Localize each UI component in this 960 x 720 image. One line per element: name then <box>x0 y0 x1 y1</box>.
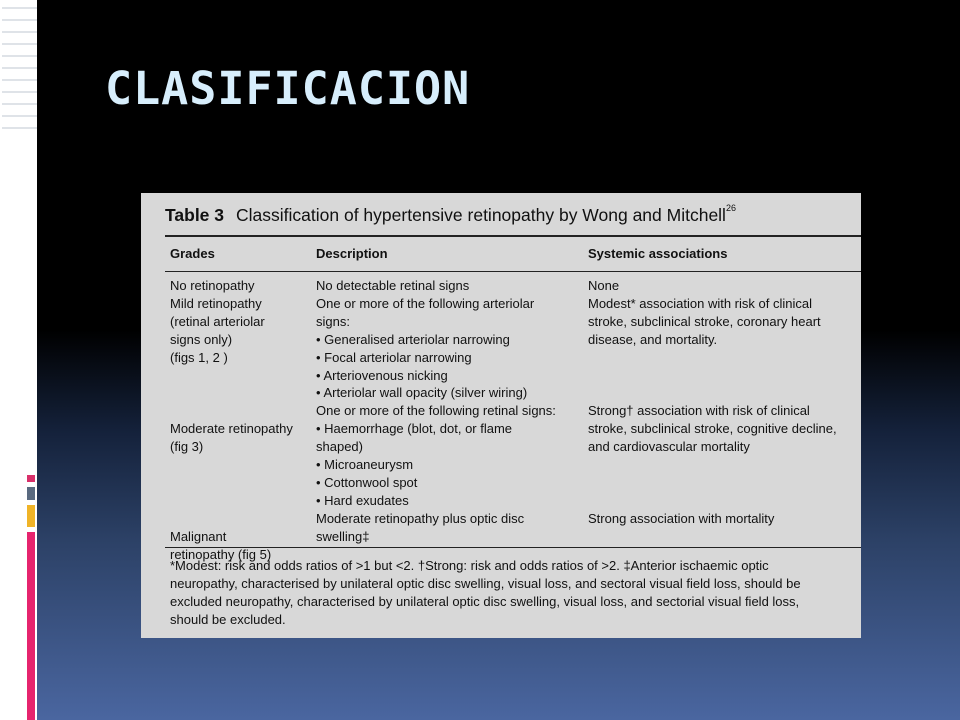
corner-decoration-icon <box>2 0 37 135</box>
table-caption <box>165 205 736 226</box>
table-bottom-rule <box>165 547 861 548</box>
description-line: • Microaneurysm <box>316 457 414 473</box>
association-line: Strong† association with risk of clinical <box>588 403 810 419</box>
grade-line <box>170 384 293 402</box>
grade-line <box>170 510 293 528</box>
association-line: stroke, subclinical stroke, cognitive decline, <box>588 421 837 437</box>
header-systemic-associations: Systemic associations <box>588 246 728 261</box>
footnote-line: should be excluded. <box>170 611 286 627</box>
header-grades: Grades <box>170 246 215 261</box>
grade-line <box>170 474 293 492</box>
table-footnote <box>170 557 860 629</box>
column-grades <box>170 277 293 564</box>
grade-line: Moderate retinopathy <box>170 421 293 437</box>
grade-line: No retinopathy <box>170 278 255 293</box>
grade-line <box>170 367 293 385</box>
association-line: stroke, subclinical stroke, coronary heart <box>588 313 821 329</box>
table-label: Table 3 <box>165 205 225 225</box>
association-line <box>588 474 837 492</box>
slide-title: CLASIFICACION <box>105 62 471 115</box>
grade-line: (figs 1, 2 ) <box>170 349 228 365</box>
association-line <box>588 367 837 385</box>
accent-bar-gray <box>27 487 35 500</box>
accent-bar-yellow <box>27 505 35 527</box>
description-line: • Haemorrhage (blot, dot, or flame <box>316 421 513 437</box>
description-line: • Cottonwool spot <box>316 474 418 490</box>
description-line: No detectable retinal signs <box>316 278 470 293</box>
table-caption-text: Classification of hypertensive retinopathy by Wong and Mitchell <box>236 205 726 225</box>
description-line: swelling‡ <box>316 528 370 544</box>
column-description <box>316 277 556 546</box>
association-line: disease, and mortality. <box>588 331 718 347</box>
description-line: Moderate retinopathy plus optic disc <box>316 510 525 526</box>
grade-line: Malignant <box>170 528 227 544</box>
description-line: One or more of the following arteriolar <box>316 295 535 311</box>
grade-line <box>170 402 293 420</box>
association-line: Strong association with mortality <box>588 510 775 526</box>
association-line <box>588 456 837 474</box>
grade-line: signs only) <box>170 331 233 347</box>
table-top-rule <box>165 235 861 237</box>
association-line <box>588 384 837 402</box>
classification-table <box>141 193 861 638</box>
association-line: Modest* association with risk of clinical <box>588 295 812 311</box>
description-line: signs: <box>316 313 350 329</box>
grade-line: retinopathy (fig 5) <box>170 546 272 562</box>
grade-line: (retinal arteriolar <box>170 313 265 329</box>
description-line: • Focal arteriolar narrowing <box>316 349 472 365</box>
association-line <box>588 349 837 367</box>
accent-bar-magenta <box>27 532 35 720</box>
table-header-rule <box>165 271 861 272</box>
grade-line <box>170 456 293 474</box>
table-citation: 26 <box>725 203 736 213</box>
accent-bar-magenta-small <box>27 475 35 482</box>
description-line: One or more of the following retinal signs: <box>316 403 556 419</box>
description-line: • Arteriolar wall opacity (silver wiring) <box>316 385 528 401</box>
grade-line <box>170 492 293 510</box>
footnote-line: excluded neuropathy, characterised by unilateral optic disc swelling, visual loss, and sectorial visual field loss, <box>170 593 800 609</box>
description-line: shaped) <box>316 439 363 455</box>
slide-left-strip <box>0 0 37 720</box>
column-systemic-associations <box>588 277 837 528</box>
grade-line: (fig 3) <box>170 439 204 455</box>
description-line: • Hard exudates <box>316 492 409 508</box>
association-line: None <box>588 278 620 293</box>
header-description: Description <box>316 246 388 261</box>
footnote-line: neuropathy, characterised by unilateral optic disc swelling, visual loss, and sectoral visual field loss, should be <box>170 575 801 591</box>
description-line: • Generalised arteriolar narrowing <box>316 331 510 347</box>
association-line: and cardiovascular mortality <box>588 439 750 455</box>
association-line <box>588 492 837 510</box>
grade-line: Mild retinopathy <box>170 295 262 311</box>
description-line: • Arteriovenous nicking <box>316 367 448 383</box>
footnote-line: *Modest: risk and odds ratios of >1 but <2. †Strong: risk and odds ratios of >2. ‡Anterior ischaemic optic <box>170 558 769 573</box>
